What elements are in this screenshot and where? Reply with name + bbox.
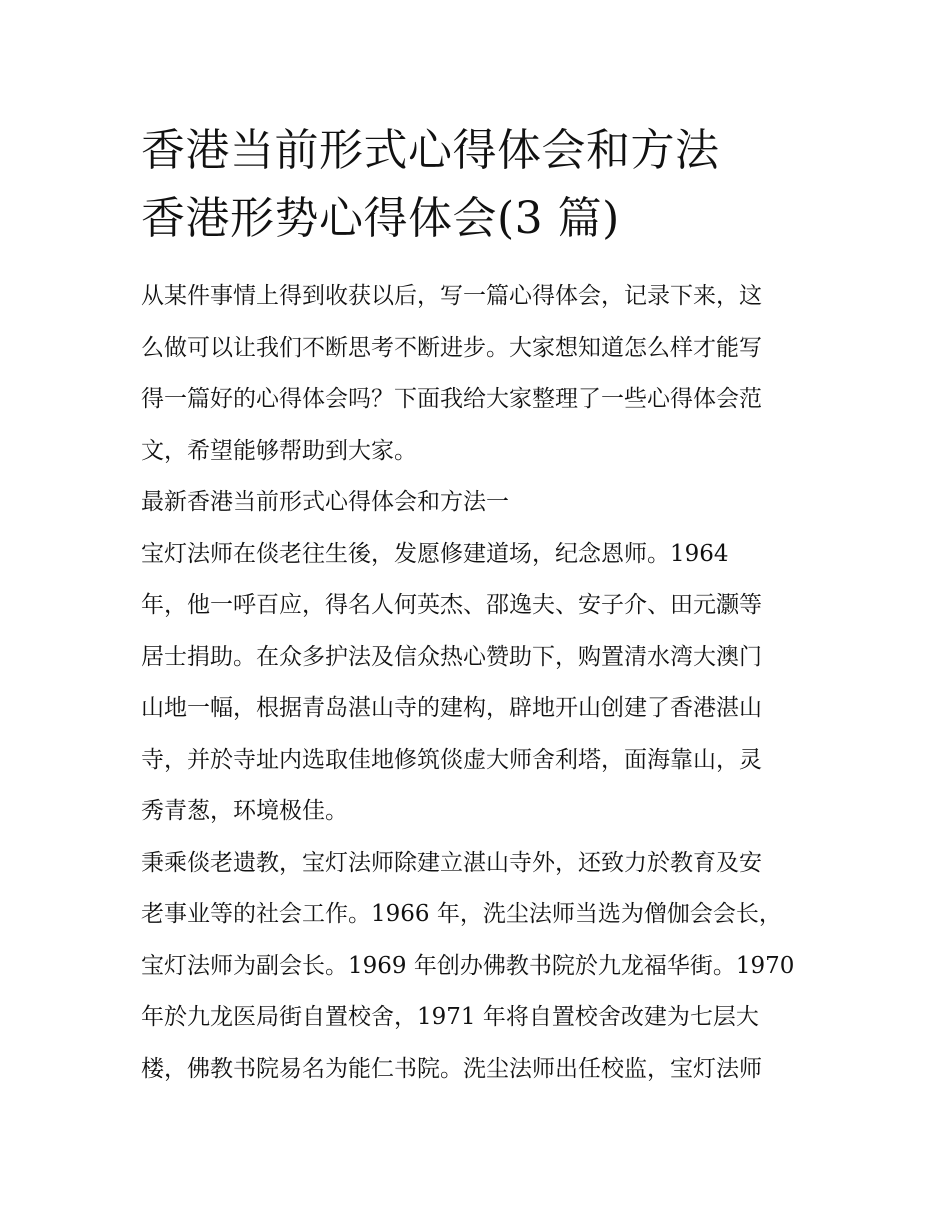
text-line: 宝灯法师在倓老往生後，发愿修建道场，纪念恩师。1964: [141, 540, 729, 567]
text-line: 寺，并於寺址内选取佳地修筑倓虚大师舍利塔，面海靠山，灵: [141, 746, 762, 773]
text-line: 么做可以让我们不断思考不断进步。大家想知道怎么样才能写: [141, 334, 762, 361]
text-line: 文，希望能够帮助到大家。: [141, 437, 417, 464]
title-line: 香港当前形式心得体会和方法: [141, 125, 720, 176]
document-body: [141, 117, 813, 1095]
text-line: 从某件事情上得到收获以后，写一篇心得体会，记录下来，这: [141, 283, 762, 309]
text-line: 宝灯法师为副会长。1969 年创办佛教书院於九龙福华街。1970: [141, 952, 795, 979]
title-line: 香港形势心得体会(3 篇): [141, 193, 620, 244]
text-line: 楼，佛教书院易名为能仁书院。洗尘法师出任校监，宝灯法师: [141, 1055, 762, 1082]
document-title: [141, 117, 813, 253]
section-heading: [141, 477, 813, 529]
body-paragraph: [141, 838, 813, 1096]
text-line: 得一篇好的心得体会吗？下面我给大家整理了一些心得体会范: [141, 386, 762, 412]
text-line: 年於九龙医局街自置校舍，1971 年将自置校舍改建为七层大: [141, 1004, 759, 1030]
text-line: 秉乘倓老遗教，宝灯法师除建立湛山寺外，还致力於教育及安: [141, 849, 762, 876]
intro-paragraph: [141, 271, 813, 477]
text-line: 老事业等的社会工作。1966 年，洗尘法师当选为僧伽会会长，: [141, 901, 782, 927]
text-line: 山地一幅，根据青岛湛山寺的建构，辟地开山创建了香港湛山: [141, 695, 762, 721]
text-line: 最新香港当前形式心得体会和方法一: [141, 489, 509, 515]
text-line: 秀青葱，环境极佳。: [141, 798, 348, 824]
body-paragraph: [141, 529, 813, 838]
text-line: 年，他一呼百应，得名人何英杰、邵逸夫、安子介、田元灏等: [141, 592, 762, 618]
text-line: 居士捐助。在众多护法及信众热心赞助下，购置清水湾大澳门: [141, 643, 762, 670]
